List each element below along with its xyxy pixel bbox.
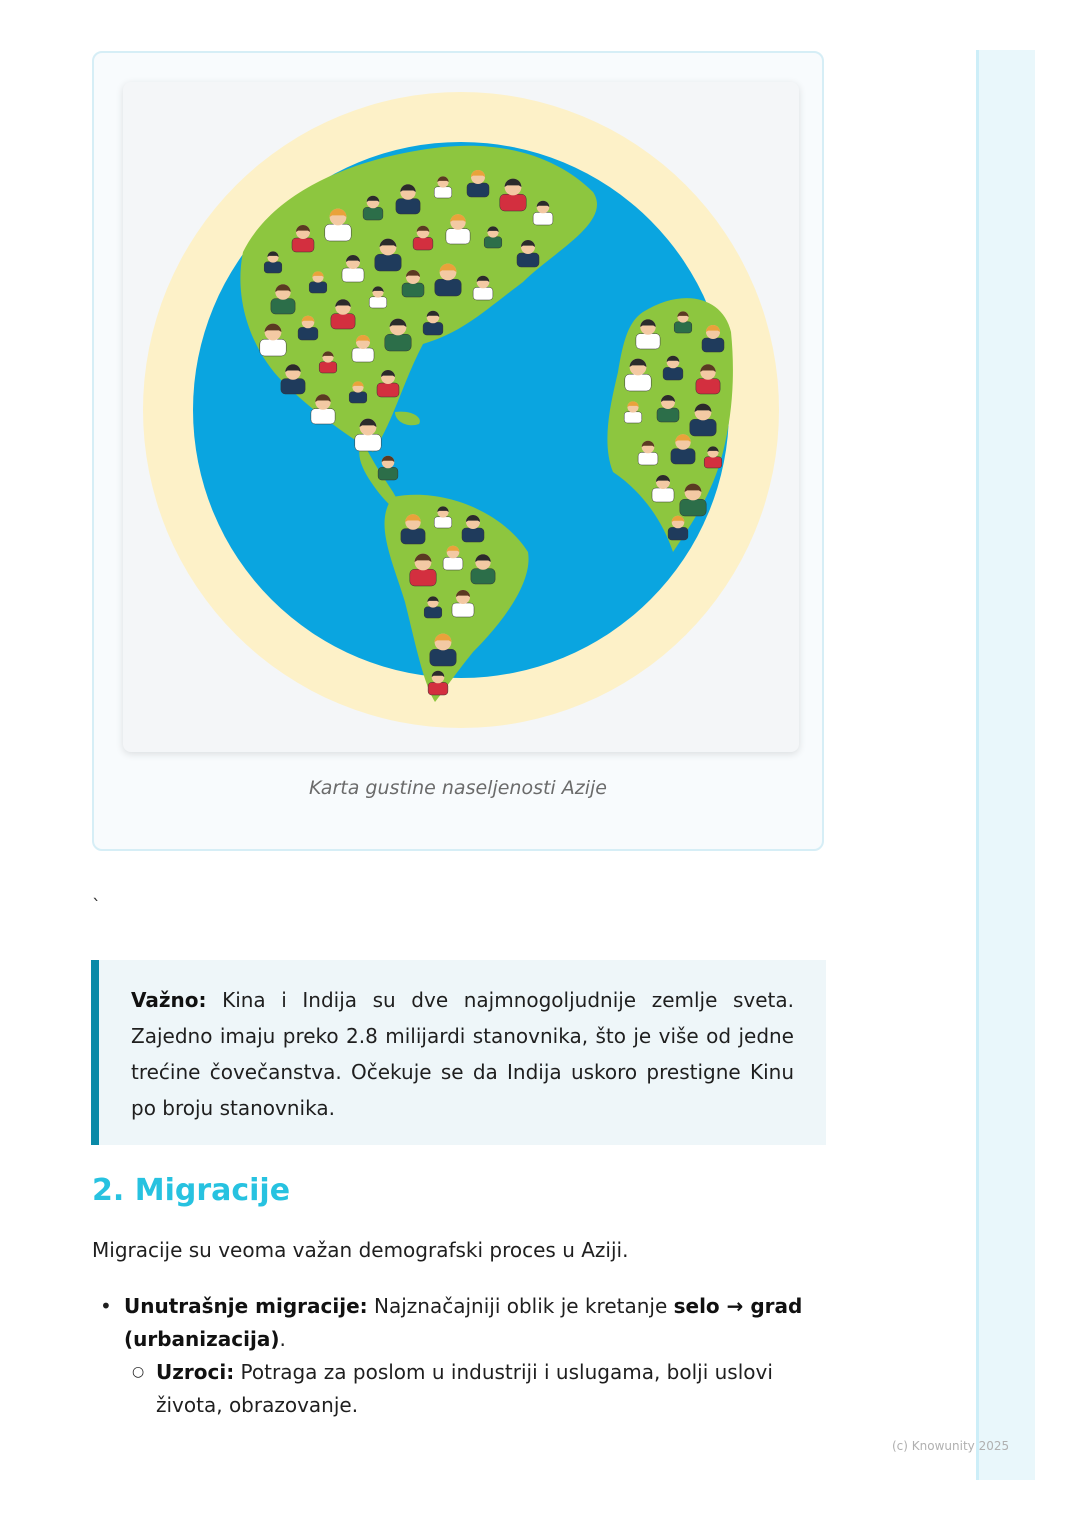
bullet-circle: ○ bbox=[132, 1364, 145, 1380]
figure-caption: Karta gustine naseljenosti Azije bbox=[309, 777, 607, 799]
section-intro: Migracije su veoma važan demografski proces u Aziji. bbox=[92, 1238, 629, 1262]
figure-card bbox=[92, 51, 824, 851]
sub-list-item bbox=[124, 1356, 812, 1422]
list-item-text: Najznačajniji oblik je kretanje bbox=[367, 1294, 674, 1318]
sub-item-text: Potraga za poslom u industriji i uslugama, bolji uslovi života, obrazovanje. bbox=[156, 1360, 773, 1417]
migration-list bbox=[92, 1290, 812, 1422]
section-title: 2. Migracije bbox=[92, 1173, 291, 1208]
callout-text: Kina i Indija su dve najmnogoljudnije zemlje sveta. Zajedno imaju preko 2.8 milijardi stanovnika, što je više od jedne trećine čovečanstva. Očekuje se da Indija uskoro prestigne Kinu po broju stanovnika. bbox=[131, 988, 794, 1120]
footer-copyright: (c) Knowunity 2025 bbox=[892, 1439, 1010, 1453]
stray-backtick: ` bbox=[92, 896, 101, 917]
list-item-strong: selo → grad (urbanizacija) bbox=[124, 1294, 803, 1351]
list-item-end: . bbox=[279, 1327, 286, 1351]
page-side-bar bbox=[976, 50, 1035, 1480]
callout-label: Važno: bbox=[131, 988, 207, 1012]
list-item-label: Unutrašnje migracije: bbox=[124, 1294, 368, 1318]
important-callout bbox=[91, 960, 826, 1145]
bullet-disc: • bbox=[100, 1294, 112, 1318]
sub-item-label: Uzroci: bbox=[156, 1360, 235, 1384]
globe-population-image bbox=[123, 82, 799, 752]
list-item bbox=[92, 1290, 812, 1422]
globe-with-people-icon bbox=[123, 82, 799, 752]
sub-list bbox=[124, 1356, 812, 1422]
